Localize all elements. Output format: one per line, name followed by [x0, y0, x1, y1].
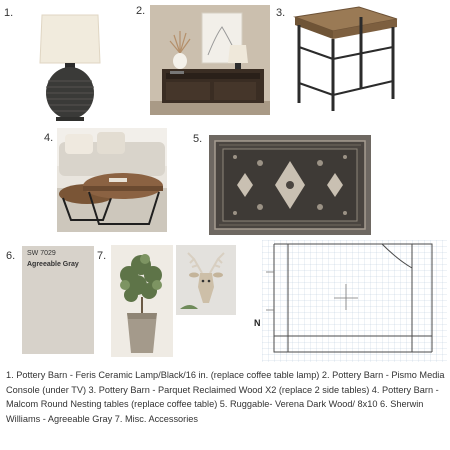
deer-head-image	[176, 245, 236, 315]
label-4: 4.	[44, 132, 54, 144]
label-5: 5.	[193, 133, 203, 145]
label-7: 7.	[97, 250, 107, 262]
label-6: 6.	[6, 250, 16, 262]
paint-swatch	[22, 246, 94, 354]
compass-label: N	[254, 318, 261, 328]
label-3: 3.	[276, 7, 286, 19]
lamp-image	[20, 7, 120, 125]
olive-tree-image	[111, 245, 173, 357]
media-console-image	[150, 5, 270, 115]
label-2: 2.	[136, 5, 146, 17]
side-table-image	[287, 3, 403, 113]
nesting-tables-image	[57, 128, 167, 232]
caption-text: 1. Pottery Barn - Feris Ceramic Lamp/Black/16 in. (replace coffee table lamp) 2. Pottery Barn - Pismo Media Console (under TV) 3. Pottery Barn - Parquet Reclaimed Wood X2 (replace 2 side tables) 4. Pottery Barn - Malcom Round Nesting tables (replace coffee table) 5. Ruggable- Verena Dark Wood/ 8x10 6. Sherwin Williams - Agreeable Gray 7. Misc. Accessories	[6, 370, 445, 424]
paint-name: Agreeable Gray	[27, 261, 79, 268]
floor-plan-image	[262, 240, 447, 362]
paint-code: SW 7029	[27, 250, 56, 257]
label-1: 1.	[4, 7, 14, 19]
rug-image	[205, 133, 375, 237]
